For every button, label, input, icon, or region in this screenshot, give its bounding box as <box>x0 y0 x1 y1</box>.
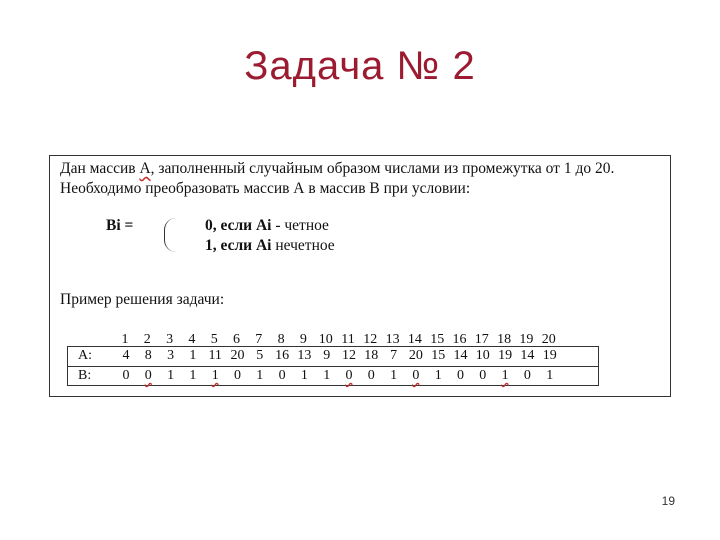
array-a-cell: 8 <box>144 348 152 363</box>
array-a-cell: 14 <box>520 348 535 363</box>
formula-lhs: Bi = <box>106 217 134 234</box>
array-a-cell: 16 <box>275 348 290 363</box>
case-even-value: 0, если Ai <box>205 217 272 234</box>
index-cell: 16 <box>452 332 467 347</box>
array-a-cell: 1 <box>189 348 197 363</box>
index-cell: 17 <box>474 332 489 347</box>
array-b-cell: 1 <box>323 368 331 383</box>
index-cell: 15 <box>430 332 445 347</box>
array-b-cell: 0 <box>278 368 286 383</box>
example-title: Пример решения задачи: <box>60 291 225 308</box>
task-line-1-pre: Дан массив <box>60 160 140 177</box>
index-cell: 11 <box>341 332 355 347</box>
array-b-cell: 0 <box>345 368 353 383</box>
array-a-cell: 20 <box>408 348 423 363</box>
page-number: 19 <box>661 494 675 508</box>
array-a-cell: 12 <box>342 348 356 363</box>
array-b-cell: 1 <box>434 368 442 383</box>
array-b-cell: 0 <box>479 368 487 383</box>
array-b-cell: 0 <box>412 368 420 383</box>
index-cell: 19 <box>519 332 534 347</box>
array-b-cell: 0 <box>523 368 531 383</box>
array-table <box>67 346 599 386</box>
case-odd-value: 1, если Ai <box>205 237 272 254</box>
case-odd-condition: нечетное <box>271 237 335 254</box>
array-b-cell: 1 <box>546 368 554 383</box>
index-cell: 3 <box>166 332 174 347</box>
slide-title: Задача № 2 <box>244 44 476 88</box>
index-cell: 8 <box>277 332 285 347</box>
array-a-cell: 3 <box>167 348 175 363</box>
array-a-cell: 7 <box>390 348 398 363</box>
array-b-cell: 1 <box>167 368 175 383</box>
index-cell: 1 <box>121 332 129 347</box>
array-a-label: А: <box>78 348 92 363</box>
array-a-cell: 9 <box>323 348 331 363</box>
task-line-1-post: , заполненный случайным образом числами из промежутка от 1 до 20. <box>150 160 615 177</box>
index-cell: 20 <box>541 332 556 347</box>
array-b-cell: 0 <box>367 368 375 383</box>
array-b-cell: 0 <box>144 368 152 383</box>
array-b-cell: 1 <box>256 368 264 383</box>
array-a-cell: 10 <box>475 348 490 363</box>
curly-brace-icon <box>164 218 179 252</box>
array-a-cell: 20 <box>230 348 245 363</box>
array-b-cell: 0 <box>122 368 130 383</box>
index-cell: 5 <box>210 332 218 347</box>
task-line-1 <box>60 160 614 178</box>
index-cell: 6 <box>233 332 240 347</box>
formula-case-even <box>205 217 329 235</box>
array-a-cell: 18 <box>364 348 379 363</box>
array-a-cell: 19 <box>542 348 557 363</box>
index-cell: 4 <box>188 332 196 347</box>
index-cell: 14 <box>407 332 422 347</box>
array-b-cell: 1 <box>300 368 308 383</box>
array-a-cell: 13 <box>297 348 312 363</box>
array-b-cell: 1 <box>211 368 219 383</box>
array-b-cell: 1 <box>501 368 509 383</box>
formula-case-odd <box>205 237 335 255</box>
index-cell: 12 <box>363 332 378 347</box>
task-line-2: Необходимо преобразовать массив А в массив В при условии: <box>60 180 471 197</box>
array-b-cell: 0 <box>234 368 241 383</box>
array-b-cell: 0 <box>457 368 464 383</box>
array-b-cell: 1 <box>189 368 197 383</box>
task-box <box>49 155 671 397</box>
index-cell: 7 <box>255 332 263 347</box>
array-a-row <box>68 347 598 367</box>
array-a-cell: 14 <box>453 348 468 363</box>
index-cell: 13 <box>385 332 400 347</box>
index-cell: 18 <box>497 332 512 347</box>
array-a-cell: 5 <box>256 348 264 363</box>
index-cell: 2 <box>143 332 151 347</box>
array-b-label: В: <box>78 368 92 383</box>
array-a-cell: 19 <box>498 348 513 363</box>
array-a-cell: 11 <box>208 348 222 363</box>
array-b-row <box>68 367 598 386</box>
array-a-cell: 4 <box>122 348 130 363</box>
index-cell: 9 <box>299 332 307 347</box>
index-cell: 10 <box>318 332 333 347</box>
array-a-cell: 15 <box>431 348 446 363</box>
array-b-cell: 1 <box>390 368 398 383</box>
array-name-a: А <box>139 160 151 177</box>
case-even-condition: - четное <box>271 217 329 234</box>
